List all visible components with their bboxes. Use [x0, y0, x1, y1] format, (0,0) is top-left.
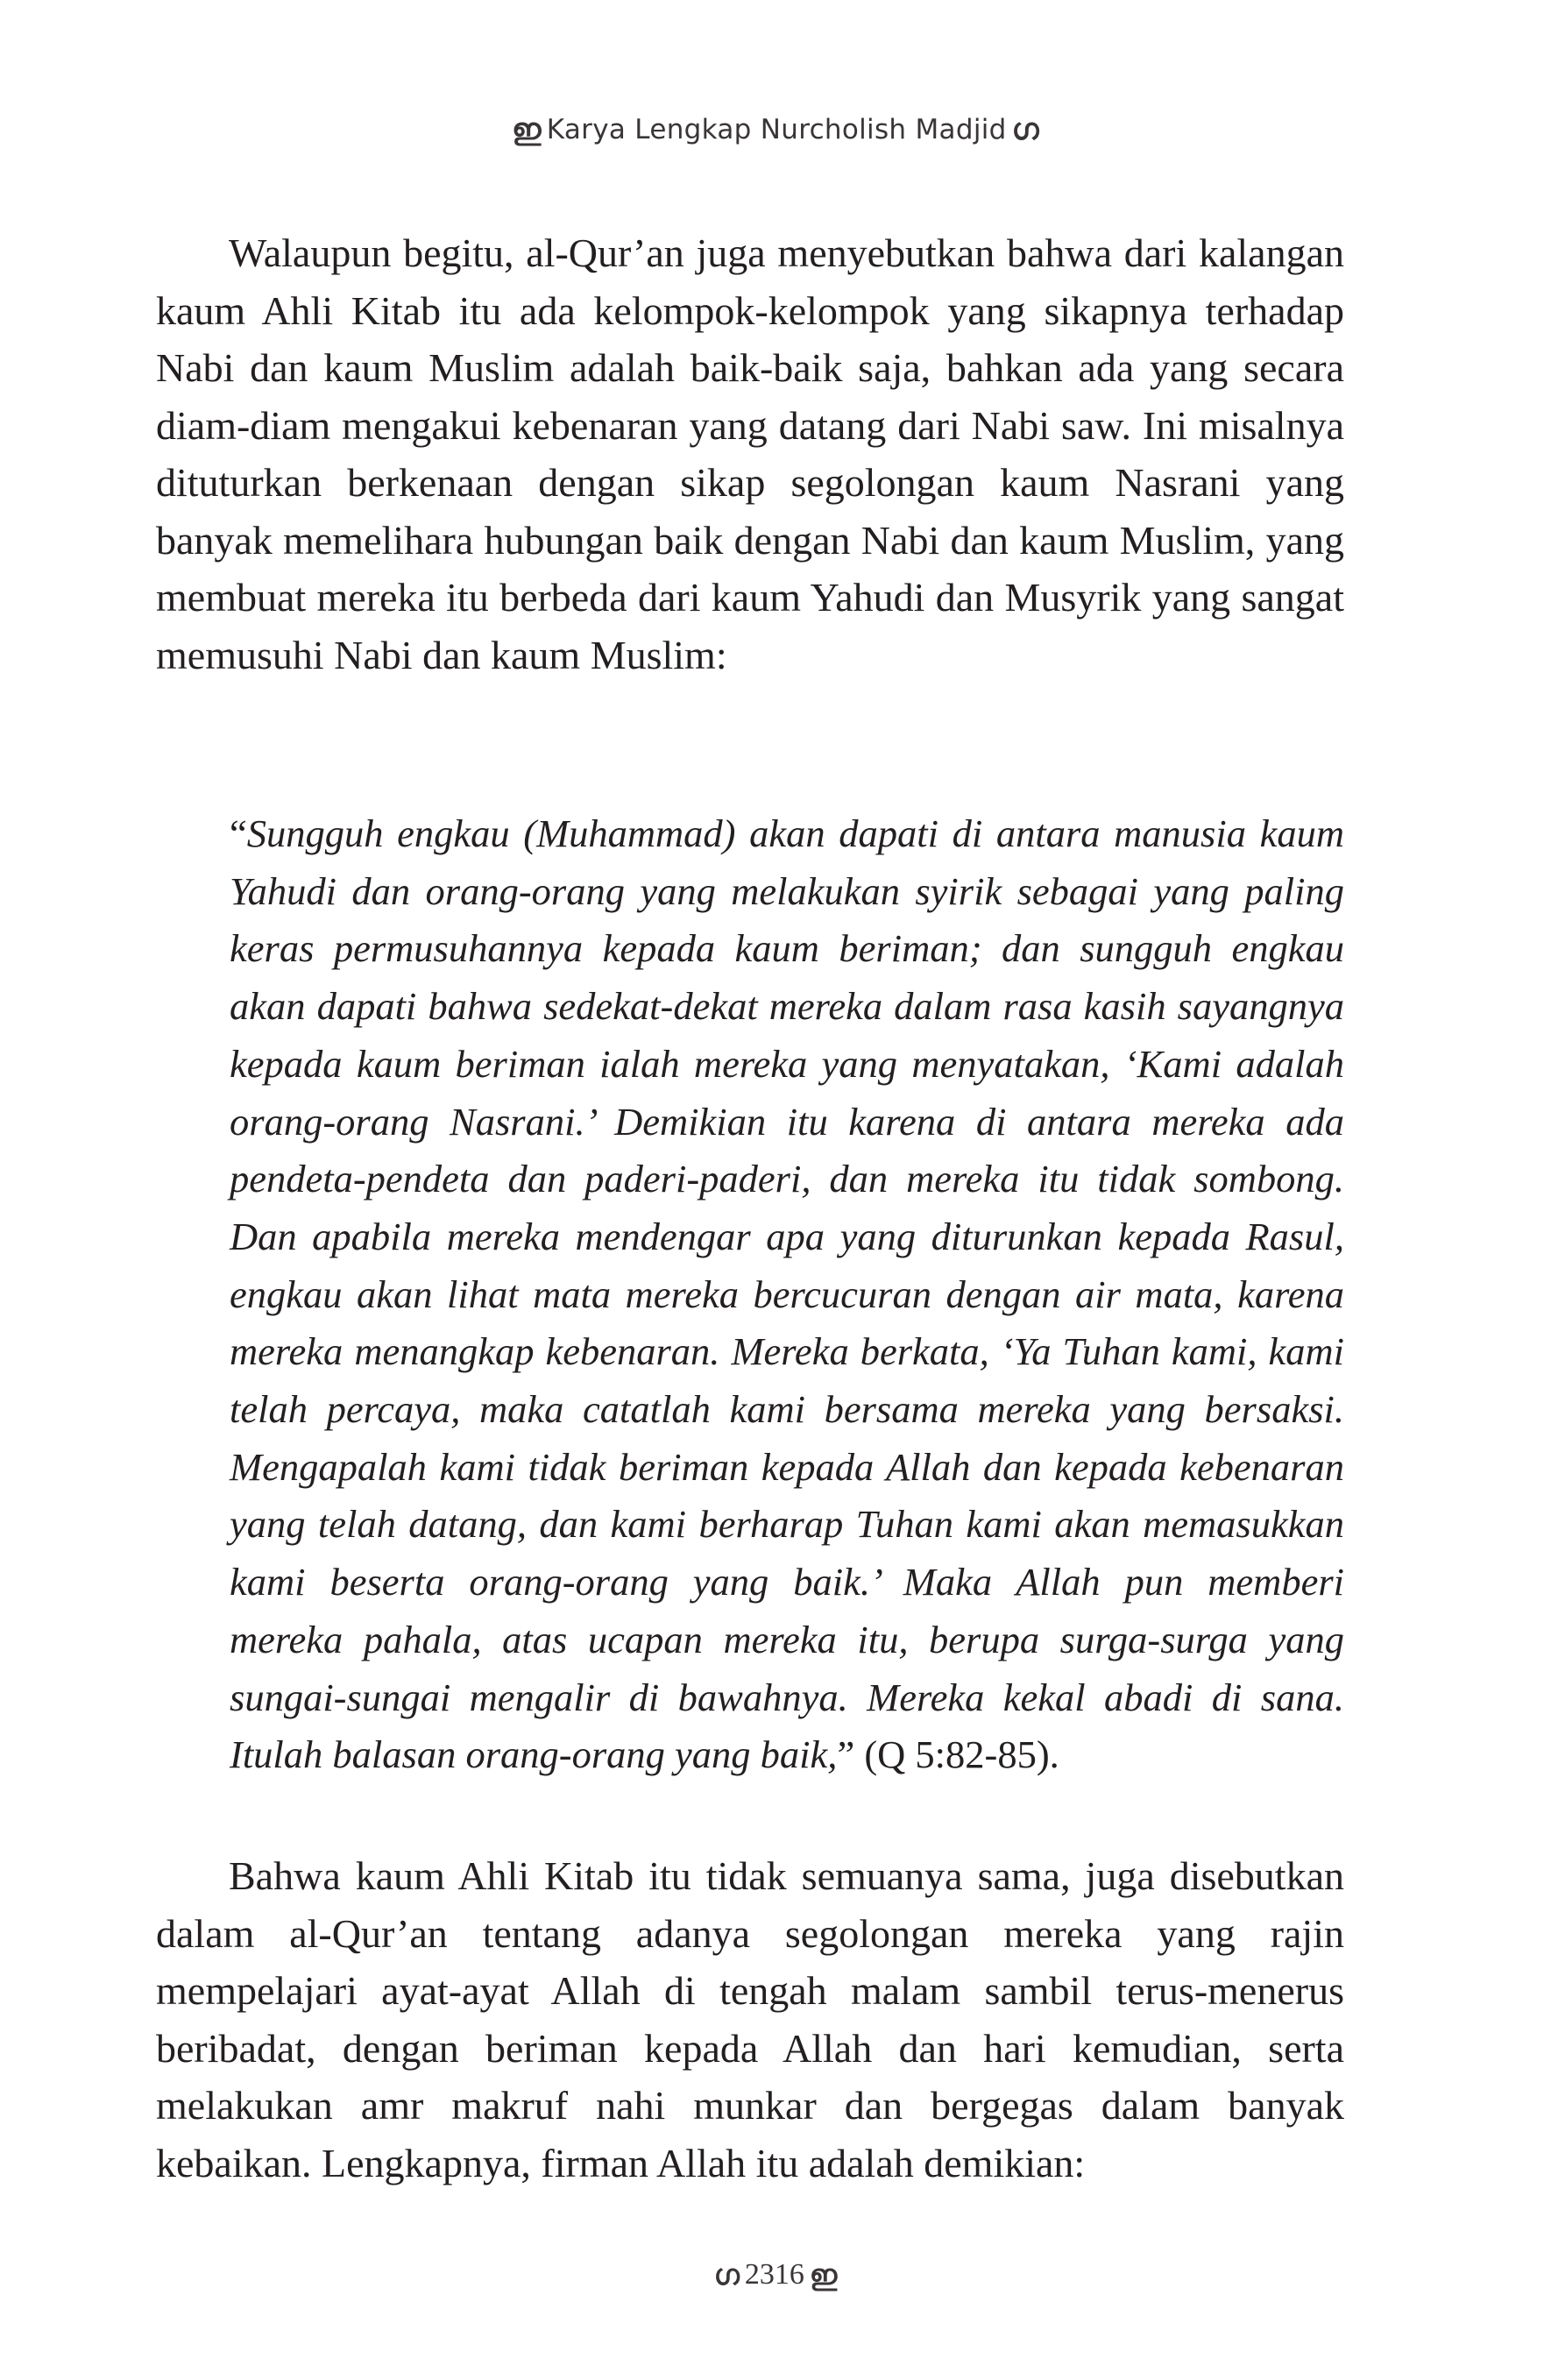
ornament-right-icon: ഇ — [809, 2258, 838, 2291]
page-footer — [0, 2258, 1551, 2292]
ornament-left-icon: ഗ — [713, 2258, 740, 2291]
page-number: 2316 — [744, 2258, 804, 2291]
ornament-right-icon: ഗ — [1011, 112, 1039, 147]
paragraph-intro: Walaupun begitu, al-Qur’an juga menyebutkan bahwa dari kalangan kaum Ahli Kitab itu ada kelompok-kelompok yang sikapnya terhadap Nabi dan kaum Muslim adalah baik-baik saja, bahkan ada yang secara diam-diam mengakui kebenaran yang datang dari Nabi saw. Ini misalnya dituturkan berkenaan dengan sikap segolongan kaum Nasrani yang banyak memelihara hubungan baik dengan Nabi dan kaum Muslim, yang membuat mereka itu berbeda dari kaum Yahudi dan Musyrik yang sangat memusuhi Nabi dan kaum Muslim: — [156, 230, 1344, 677]
quote-open-mark: “ — [230, 811, 247, 855]
paragraph-ahli-kitab: Bahwa kaum Ahli Kitab itu tidak semuanya sama, juga disebutkan dalam al-Qur’an tentang adanya segolongan mereka yang rajin mempelajari ayat-ayat Allah di tengah malam sambil terus-menerus beribadat, dengan beriman kepada Allah dan hari kemudian, serta melakukan amr makruf nahi munkar dan bergegas dalam banyak kebaikan. Lengkapnya, firman Allah itu adalah demikian: — [156, 1853, 1344, 2185]
quran-quote-block — [230, 805, 1344, 1784]
quote-text: Sungguh engkau (Muhammad) akan dapati di antara manusia kaum Yahudi dan orang-orang yang melakukan syirik sebagai yang paling keras permusuhannya kepada kaum beriman; dan sungguh engkau akan dapati bahwa sedekat-dekat mereka dalam rasa kasih sayangnya kepada kaum beriman ialah mereka yang menyatakan, ‘Kami adalah orang-orang Nasrani.’ Demikian itu karena di antara mereka ada pendeta-pendeta dan paderi-paderi, dan mereka itu tidak sombong. Dan apabila mereka mendengar apa yang diturunkan kepada Rasul, engkau akan lihat mata mereka bercucuran dengan air mata, karena mereka menangkap kebenaran. Mereka berkata, ‘Ya Tuhan kami, kami telah percaya, maka catatlah kami bersama mereka yang bersaksi. Mengapalah kami tidak beriman kepada Allah dan kepada kebenaran yang telah datang, dan kami berharap Tuhan kami akan memasukkan kami beserta orang-orang yang baik.’ Maka Allah pun memberi mereka pahala, atas ucapan mereka itu, berupa surga-surga yang sungai-sungai mengalir di bawahnya. Mereka kekal abadi di sana. Itulah balasan orang-orang yang baik, — [230, 811, 1344, 1777]
book-title: Karya Lengkap Nurcholish Madjid — [546, 114, 1007, 145]
quote-citation: ” (Q 5:82-85). — [837, 1732, 1059, 1777]
running-header — [0, 112, 1551, 147]
ornament-left-icon: ഇ — [512, 112, 542, 147]
